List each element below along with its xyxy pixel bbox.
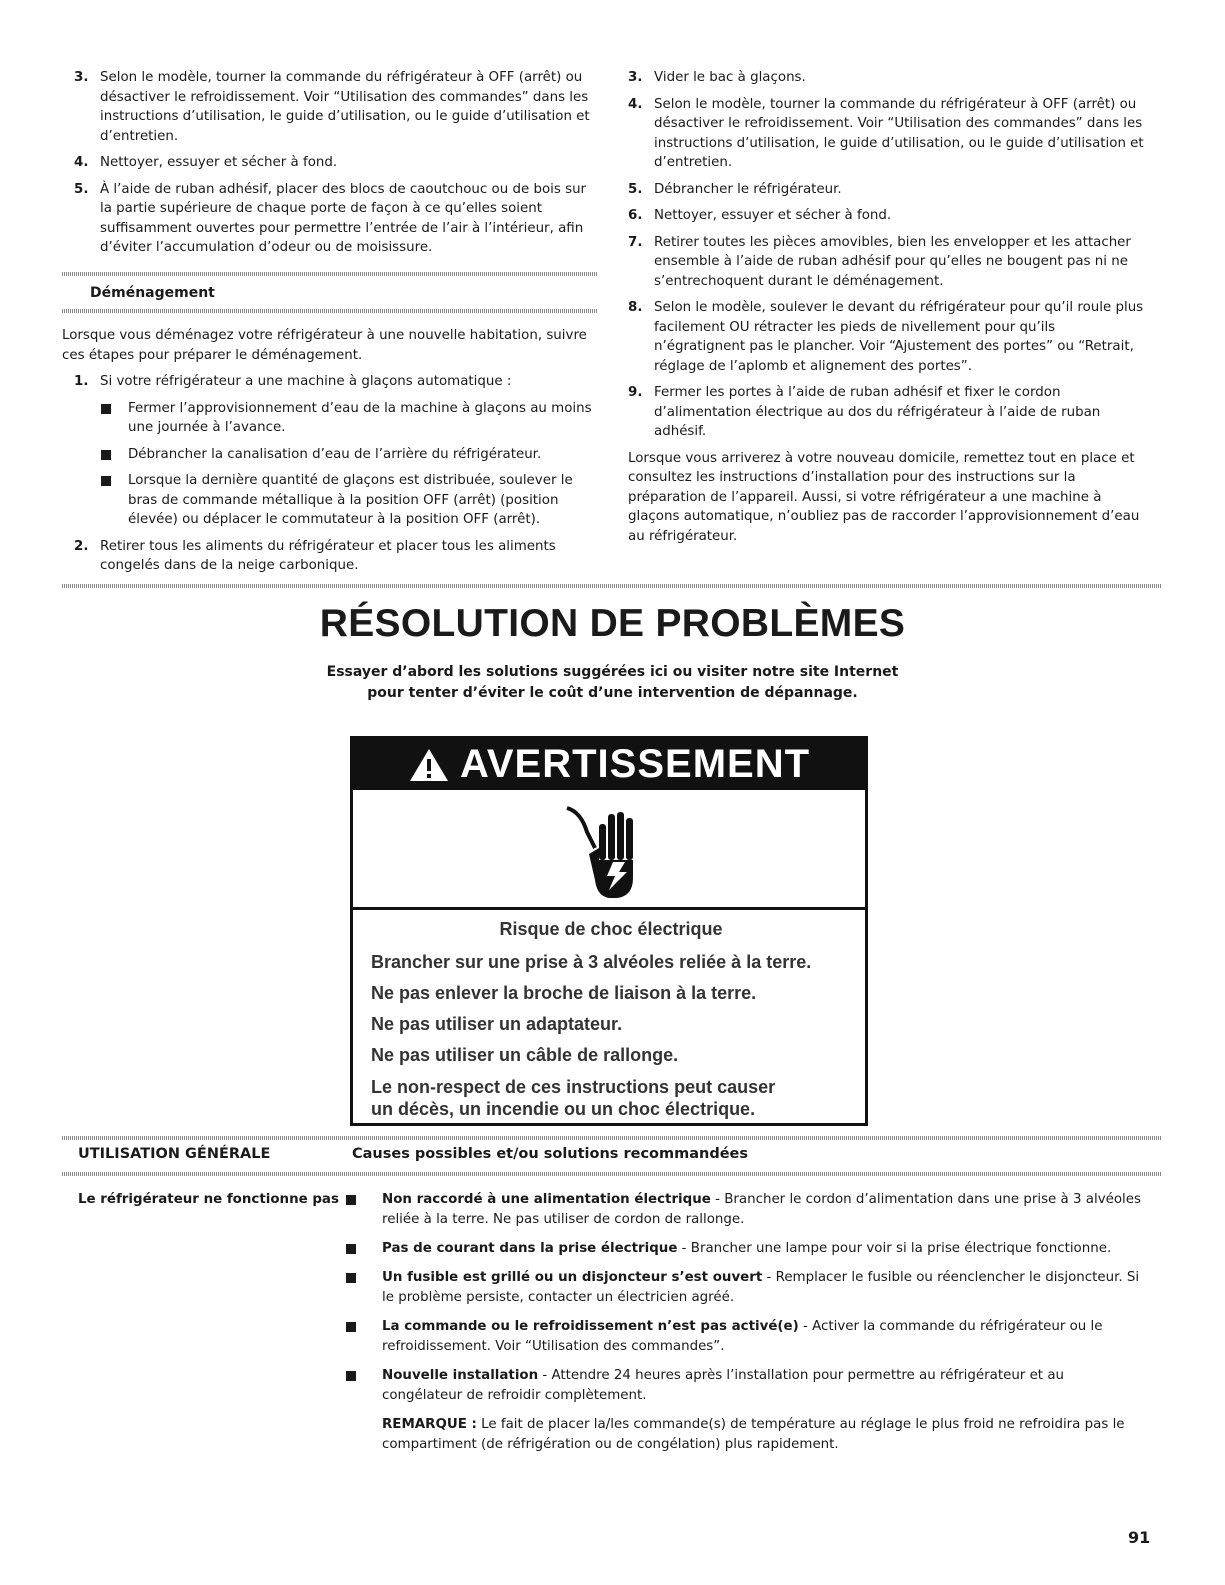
bullet-icon: [346, 1371, 356, 1381]
bullet-icon: [101, 476, 111, 486]
table-header-category: UTILISATION GÉNÉRALE: [78, 1146, 271, 1162]
list-item: 8. Selon le modèle, soulever le devant du réfrigérateur pour qu’il roule plus facilement OU rétracter les pieds de nivellement pour qu’ils n’égratignent pas le plancher. Voir “Ajustement des portes” ou “Retrait, réglage de l’aplomb et alignement des portes”.: [628, 300, 1144, 374]
list-item: 5. Débrancher le réfrigérateur.: [628, 181, 842, 197]
list-item: 4. Nettoyer, essuyer et sécher à fond.: [74, 155, 338, 170]
problem-label: Le réfrigérateur ne fonctionne pas: [78, 1192, 339, 1207]
divider: [62, 1172, 1162, 1176]
left-column: [74, 68, 596, 265]
intro-line: Essayer d’abord les solutions suggérées ici ou visiter notre site Internet: [326, 664, 899, 680]
warning-text: [371, 919, 851, 1120]
list-item: 4. Selon le modèle, tourner la commande du réfrigérateur à OFF (arrêt) ou désactiver le refroidissement. Voir “Utilisation des commandes” dans les instructions d’utilisation, le guide d’utilisation, ou le guide d’utilisation et d’entretien.: [628, 96, 1144, 170]
divider: [62, 1136, 1162, 1140]
section-heading: Déménagement: [90, 285, 215, 301]
bullet-icon: [101, 404, 111, 414]
closing-paragraph: Lorsque vous arriverez à votre nouveau domicile, remettez tout en place et consultez les instructions d’installation pour des instructions sur la préparation de l’appareil. Aussi, si votre réfrigérateur a une machine à glaçons automatique, n’oubliez pas de raccorder l’approvisionnement d’eau au réfrigérateur.: [628, 450, 1140, 544]
solutions-list: [346, 1190, 1146, 1455]
icon-area: [353, 790, 865, 910]
warning-triangle-icon: [408, 747, 450, 783]
warning-line: Brancher sur une prise à 3 alvéoles reliée à la terre.: [371, 952, 812, 972]
bullet-item: Fermer l’approvisionnement d’eau de la machine à glaçons au moins une journée à l’avance.: [62, 399, 596, 438]
warning-box: [350, 736, 868, 1126]
table-header-solutions: Causes possibles et/ou solutions recommandées: [352, 1146, 749, 1162]
warning-line: Ne pas utiliser un câble de rallonge.: [371, 1045, 679, 1065]
bullet-icon: [346, 1195, 356, 1205]
bullet-icon: [346, 1322, 356, 1332]
warning-consequence: Le non-respect de ces instructions peut causer un décès, un incendie ou un choc électrique.: [371, 1077, 776, 1119]
bullet-item: Lorsque la dernière quantité de glaçons est distribuée, soulever le bras de commande métallique à la position OFF (arrêt) (position élevée) ou déplacer le commutateur à la position OFF (arrêt).: [62, 471, 596, 530]
divider: [62, 309, 598, 313]
divider: [62, 272, 598, 276]
list-item: 9. Fermer les portes à l’aide de ruban adhésif et fixer le cordon d’alimentation électrique au dos du réfrigérateur à l’aide de ruban adhésif.: [628, 385, 1101, 439]
electric-shock-hand-icon: [563, 798, 653, 903]
solution-item: La commande ou le refroidissement n’est pas activé(e) - Activer la commande du réfrigérateur ou le refroidissement. Voir “Utilisation des commandes”.: [346, 1317, 1146, 1357]
solution-item: Nouvelle installation - Attendre 24 heures après l’installation pour permettre au réfrigérateur et au congélateur de refroidir complètement.: [346, 1366, 1146, 1406]
divider: [62, 584, 1162, 588]
warning-line: Ne pas enlever la broche de liaison à la terre.: [371, 983, 757, 1003]
list-item: 3. Selon le modèle, tourner la commande du réfrigérateur à OFF (arrêt) ou désactiver le refroidissement. Voir “Utilisation des commandes” dans les instructions d’utilisation, le guide d’utilisation, ou le guide d’utilisation et d’entretien.: [74, 70, 590, 144]
list-item: 1. Si votre réfrigérateur a une machine à glaçons automatique :: [74, 374, 512, 389]
warning-header: [353, 739, 865, 790]
list-item: 7. Retirer toutes les pièces amovibles, bien les envelopper et les attacher ensemble à l’aide de ruban adhésif pour qu’elles ne bougent pas ni ne s’entrechoquent durant le déménagement.: [628, 234, 1131, 289]
page-number: 91: [1128, 1528, 1151, 1547]
bullet-item: Débrancher la canalisation d’eau de l’arrière du réfrigérateur.: [62, 445, 596, 465]
warning-header-text: AVERTISSEMENT: [459, 742, 811, 786]
bullet-icon: [346, 1273, 356, 1283]
warning-title: Risque de choc électrique: [499, 919, 723, 939]
solution-item: Un fusible est grillé ou un disjoncteur s’est ouvert - Remplacer le fusible ou réenclencher le disjoncteur. Si le problème persiste, contacter un électricien agréé.: [346, 1268, 1146, 1308]
note: REMARQUE : Le fait de placer la/les commande(s) de température au réglage le plus froid ne refroidira pas le compartiment (de réfrigération ou de congélation) plus rapidement.: [382, 1417, 1125, 1452]
page-title: RÉSOLUTION DE PROBLÈMES: [319, 602, 906, 645]
bullet-icon: [101, 450, 111, 460]
moving-section: [62, 326, 596, 583]
troubleshooting-intro: [0, 662, 1225, 704]
list-item: 6. Nettoyer, essuyer et sécher à fond.: [628, 208, 892, 223]
list-item: 5. À l’aide de ruban adhésif, placer des blocs de caoutchouc ou de bois sur la partie supérieure de chaque porte de façon à ce qu’elles soient suffisamment ouvertes pour permettre l’entrée de l’air à l’intérieur, afin d’éviter l’accumulation d’odeur ou de moisissure.: [74, 181, 587, 255]
right-column: [628, 68, 1150, 553]
bullet-icon: [346, 1244, 356, 1254]
list-item: 2. Retirer tous les aliments du réfrigérateur et placer tous les aliments congelés dans de la neige carbonique.: [74, 538, 556, 573]
intro-line: pour tenter d’éviter le coût d’une intervention de dépannage.: [367, 685, 858, 701]
section-intro: Lorsque vous déménagez votre réfrigérateur à une nouvelle habitation, suivre ces étapes pour préparer le déménagement.: [62, 328, 587, 363]
list-item: 3. Vider le bac à glaçons.: [628, 70, 806, 85]
warning-line: Ne pas utiliser un adaptateur.: [371, 1014, 623, 1034]
solution-item: Non raccordé à une alimentation électrique - Brancher le cordon d’alimentation dans une prise à 3 alvéoles reliée à la terre. Ne pas utiliser de cordon de rallonge.: [346, 1190, 1146, 1230]
solution-item: Pas de courant dans la prise électrique - Brancher une lampe pour voir si la prise électrique fonctionne.: [346, 1239, 1146, 1259]
